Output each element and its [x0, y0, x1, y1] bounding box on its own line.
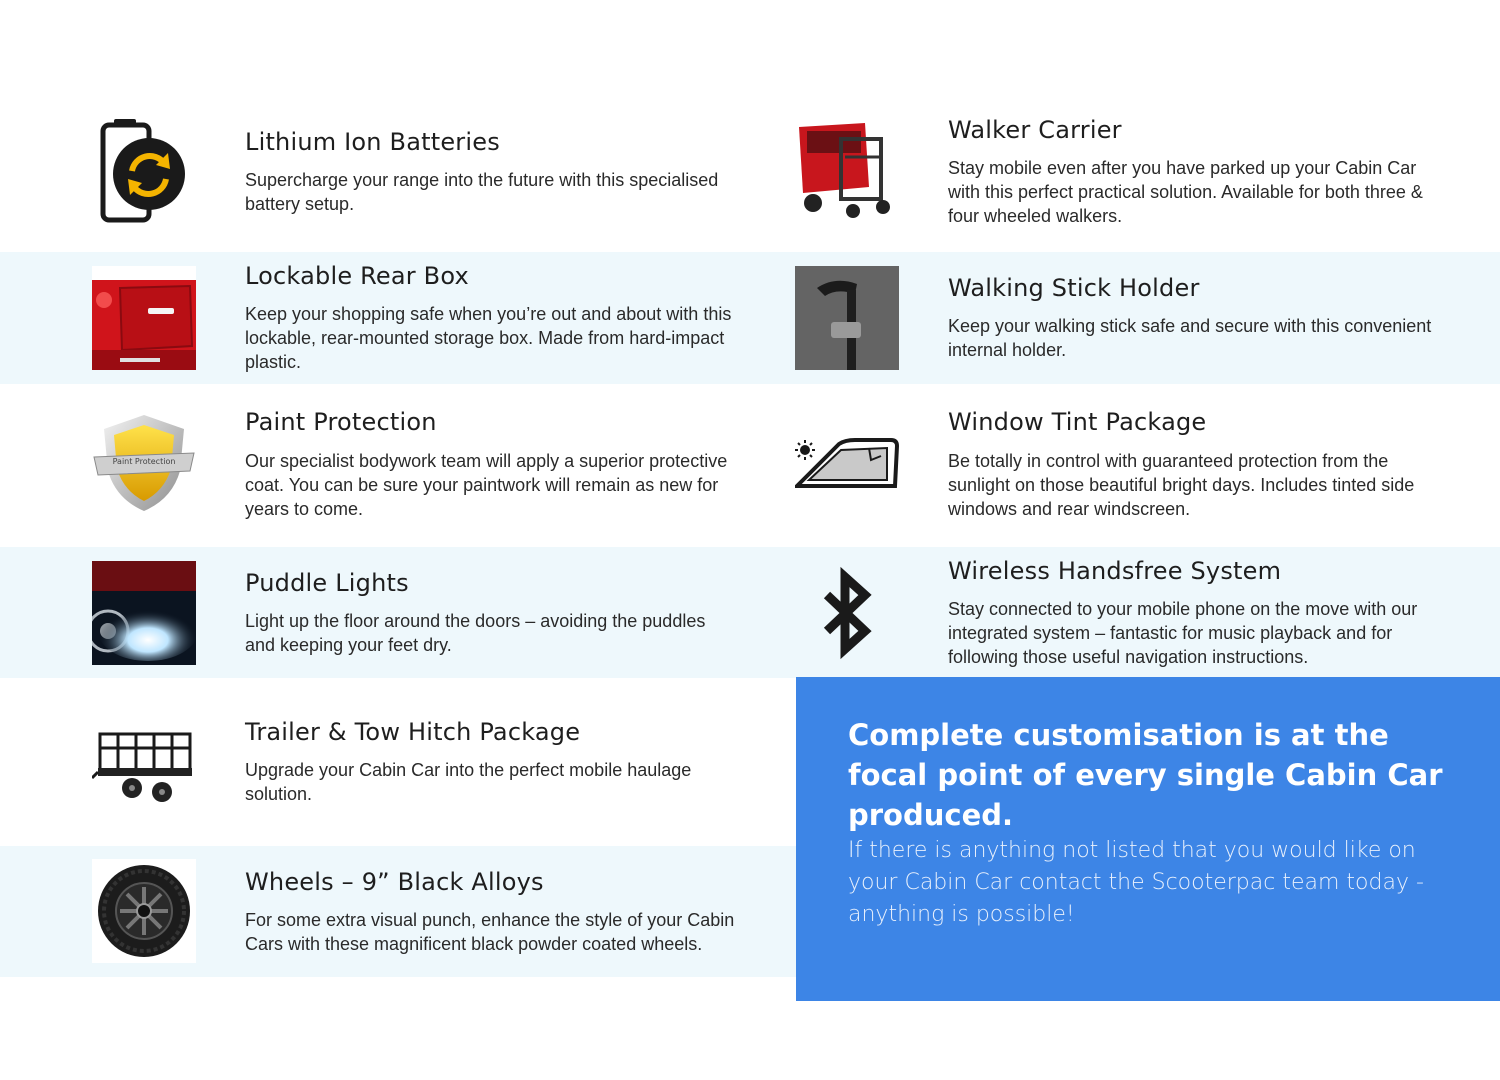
feature-title: Wireless Handsfree System — [948, 557, 1282, 585]
feature-title: Wheels – 9” Black Alloys — [245, 868, 544, 896]
feature-description: Be totally in control with guaranteed protection from the sunlight on those beautiful bright days. Includes tinted side windows and rear windscreen. — [948, 451, 1415, 519]
battery-recycle-icon — [92, 119, 196, 223]
feature-description: Stay connected to your mobile phone on the move with our integrated system – fantastic for music playback and for following those useful navigation instructions. — [948, 599, 1418, 667]
rear-box-photo — [92, 266, 196, 370]
feature-title: Puddle Lights — [245, 569, 409, 597]
bluetooth-icon — [795, 561, 899, 665]
feature-title: Trailer & Tow Hitch Package — [245, 718, 581, 746]
feature-title: Lithium Ion Batteries — [245, 128, 500, 156]
puddle-lights-photo — [92, 561, 196, 665]
walker-carrier-photo — [795, 117, 899, 221]
feature-description: For some extra visual punch, enhance the style of your Cabin Cars with these magnificent black powder coated wheels. — [245, 910, 735, 954]
feature-description: Our specialist bodywork team will apply a superior protective coat. You can be sure your paintwork will remain as new for years to come. — [245, 451, 728, 519]
feature-description: Keep your shopping safe when you’re out and about with this lockable, rear-mounted storage box. Made from hard-impact plastic. — [245, 304, 732, 372]
walking-stick-photo — [795, 266, 899, 370]
feature-title: Lockable Rear Box — [245, 262, 469, 290]
trailer-photo — [92, 712, 196, 816]
feature-title: Window Tint Package — [948, 408, 1207, 436]
feature-description: Supercharge your range into the future with this specialised battery setup. — [245, 170, 719, 214]
feature-description: Keep your walking stick safe and secure with this convenient internal holder. — [948, 316, 1432, 360]
callout-body: If there is anything not listed that you would like on your Cabin Car contact the Scooterpac team today - anything is possible! — [848, 838, 1424, 927]
feature-description: Stay mobile even after you have parked up your Cabin Car with this perfect practical solution. Available for both three & four wheeled walkers. — [948, 158, 1423, 226]
feature-title: Walking Stick Holder — [948, 274, 1200, 302]
feature-description: Upgrade your Cabin Car into the perfect mobile haulage solution. — [245, 760, 692, 804]
feature-description: Light up the floor around the doors – avoiding the puddles and keeping your feet dry. — [245, 611, 706, 655]
feature-title: Paint Protection — [245, 408, 437, 436]
paint-protection-shield-icon — [92, 411, 196, 515]
customisation-callout — [796, 677, 1500, 1001]
feature-title: Walker Carrier — [948, 116, 1122, 144]
window-tint-icon — [795, 412, 899, 516]
callout-headline: Complete customisation is at the focal point of every single Cabin Car produced. — [848, 718, 1443, 832]
paint-protection-badge-text: Paint Protection — [112, 457, 176, 466]
alloy-wheel-photo — [92, 859, 196, 963]
